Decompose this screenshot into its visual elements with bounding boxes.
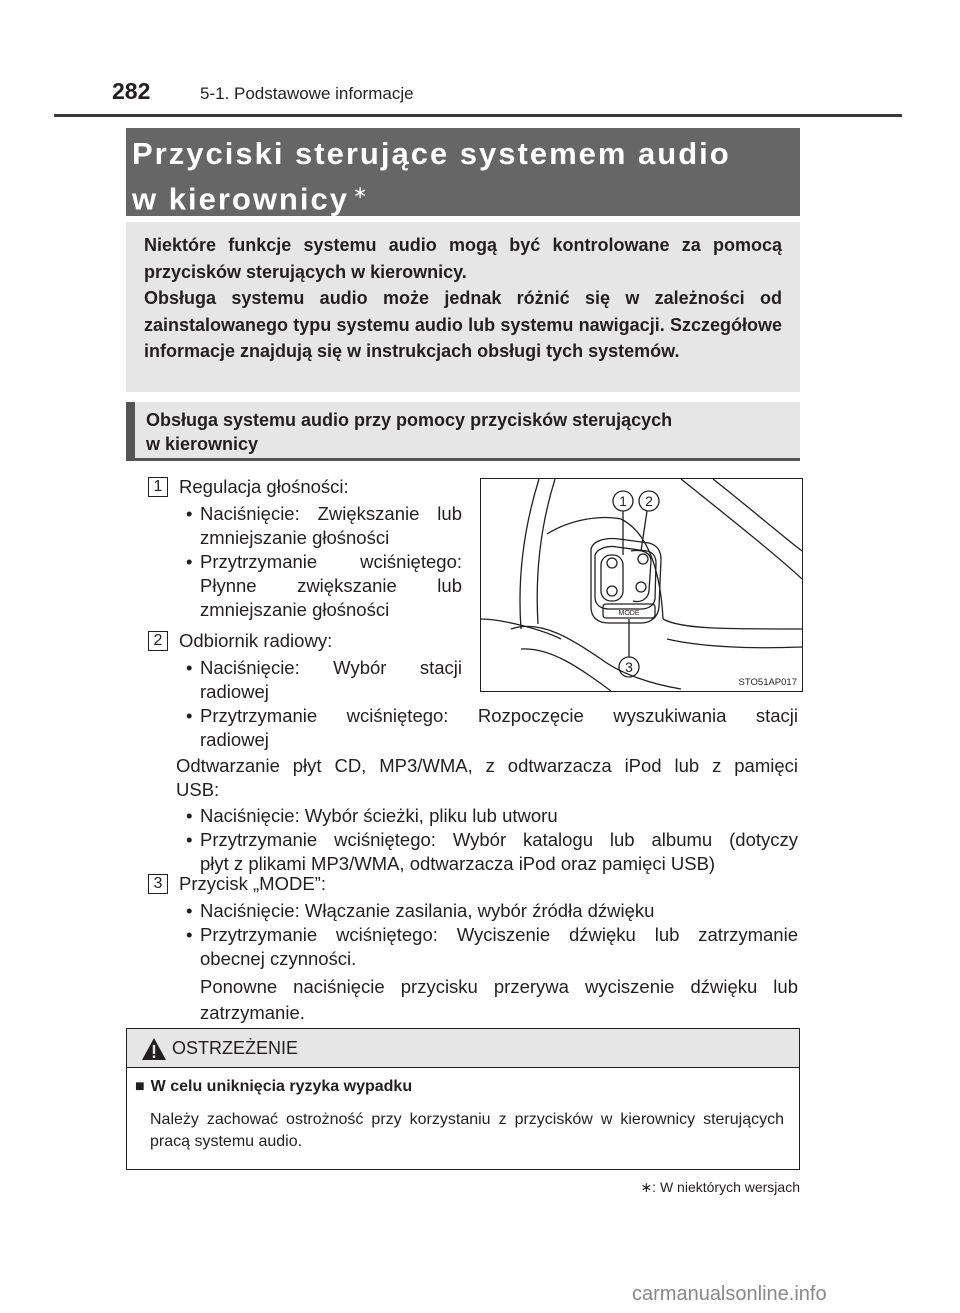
bullet-text-continued: radiowej xyxy=(200,729,269,750)
item-title: Odbiornik radiowy: xyxy=(179,630,333,651)
item-number-marker: 3 xyxy=(148,874,168,894)
paragraph: Odtwarzanie płyt CD, MP3/WMA, z odtwarzacza iPod lub z pamięci xyxy=(176,755,798,776)
bullet-dot: • xyxy=(186,805,193,826)
footnote: ∗: W niektórych wersjach xyxy=(640,1179,800,1195)
callout-1-label: 1 xyxy=(619,493,627,509)
bullet-text-continued: Płynne zwiększanie lub xyxy=(200,575,462,596)
bullet-text-continued: radiowej xyxy=(200,681,269,702)
square-bullet-icon: ■ xyxy=(135,1078,145,1095)
subsection-underline xyxy=(126,458,800,461)
callout-3-label: 3 xyxy=(625,659,633,675)
header-divider xyxy=(54,114,902,117)
item-number-marker: 1 xyxy=(148,477,168,497)
asterisk-mark: ∗ xyxy=(352,183,370,202)
bullet-dot: • xyxy=(186,657,193,678)
warning-text: Należy zachować ostrożność przy korzystaniu z przycisków w kierownicy sterujących pracą systemu audio. xyxy=(150,1111,784,1150)
bullet-dot: • xyxy=(186,829,193,850)
note-text-continued: zatrzymanie. xyxy=(200,1002,305,1023)
subsection-title xyxy=(146,408,786,456)
warning-heading-text: W celu uniknięcia ryzyka wypadku xyxy=(150,1078,413,1095)
page-title-block xyxy=(126,128,800,216)
subsection-title-line-1: Obsługa systemu audio przy pomocy przycisków sterujących xyxy=(146,410,673,430)
item-number-marker: 2 xyxy=(148,631,168,651)
page-number: 282 xyxy=(112,78,151,104)
bullet-text: Przytrzymanie wciśniętego: Rozpoczęcie wyszukiwania stacji xyxy=(200,705,798,726)
callout-2-label: 2 xyxy=(645,493,653,509)
bullet-text: Przytrzymanie wciśniętego: Wyciszenie dźwięku lub zatrzymanie xyxy=(200,924,798,945)
intro-paragraph-2: Obsługa systemu audio może jednak różnić się w zależności od zainstalowanego typu systemu audio lub systemu nawigacji. Szczegółowe informacje znajdują się w instrukcjach obsługi tych systemów. xyxy=(144,288,782,361)
intro-paragraph-1: Niektóre funkcje systemu audio mogą być kontrolowane za pomocą przycisków sterujących w kierownicy. xyxy=(144,235,782,282)
watermark: carmanualsonline.info xyxy=(632,1283,827,1305)
bullet-text: Naciśnięcie: Zwiększanie lub xyxy=(200,503,462,524)
bullet-text-continued: obecnej czynności. xyxy=(200,948,357,969)
item-title: Regulacja głośności: xyxy=(179,476,349,497)
paragraph-continued: USB: xyxy=(176,779,220,800)
page-title-line-2-text: w kierownicy xyxy=(132,181,349,217)
subsection-title-line-2: w kierownicy xyxy=(146,434,259,454)
note-text: Ponowne naciśnięcie przycisku przerywa wyciszenie dźwięku lub xyxy=(200,976,798,997)
warning-title: OSTRZEŻENIE xyxy=(172,1038,299,1058)
bullet-text: Przytrzymanie wciśniętego: Wybór katalogu lub albumu (dotyczy xyxy=(200,829,798,850)
intro-box xyxy=(126,222,800,392)
steering-wheel-drawing xyxy=(481,479,802,691)
bullet-text-continued: płyt z plikami MP3/WMA, odtwarzacza iPod oraz pamięci USB) xyxy=(200,853,716,874)
bullet-text: Przytrzymanie wciśniętego: xyxy=(200,551,462,572)
warning-heading xyxy=(135,1078,412,1096)
mode-button-label: MODE xyxy=(618,610,640,617)
warning-triangle-icon xyxy=(141,1037,167,1061)
section-title: 5-1. Podstawowe informacje xyxy=(200,84,414,103)
bullet-dot: • xyxy=(186,551,193,572)
bullet-text-continued: zmniejszanie głośności xyxy=(200,599,390,620)
bullet-text: Naciśnięcie: Wybór ścieżki, pliku lub utworu xyxy=(200,805,558,826)
bullet-text-continued: zmniejszanie głośności xyxy=(200,527,390,548)
bullet-text: Naciśnięcie: Włączanie zasilania, wybór źródła dźwięku xyxy=(200,900,655,921)
subsection-accent xyxy=(126,402,135,460)
bullet-dot: • xyxy=(186,705,193,726)
bullet-text: Naciśnięcie: Wybór stacji xyxy=(200,657,462,678)
bullet-dot: • xyxy=(186,503,193,524)
bullet-dot: • xyxy=(186,924,193,945)
item-title: Przycisk „MODE”: xyxy=(179,873,326,894)
page-title-line-1: Przyciski sterujące systemem audio xyxy=(132,136,731,171)
bullet-dot: • xyxy=(186,900,193,921)
figure-code: STO51AP017 xyxy=(738,677,797,688)
steering-switch-illustration xyxy=(480,478,803,692)
page-title-line-2 xyxy=(132,173,790,218)
